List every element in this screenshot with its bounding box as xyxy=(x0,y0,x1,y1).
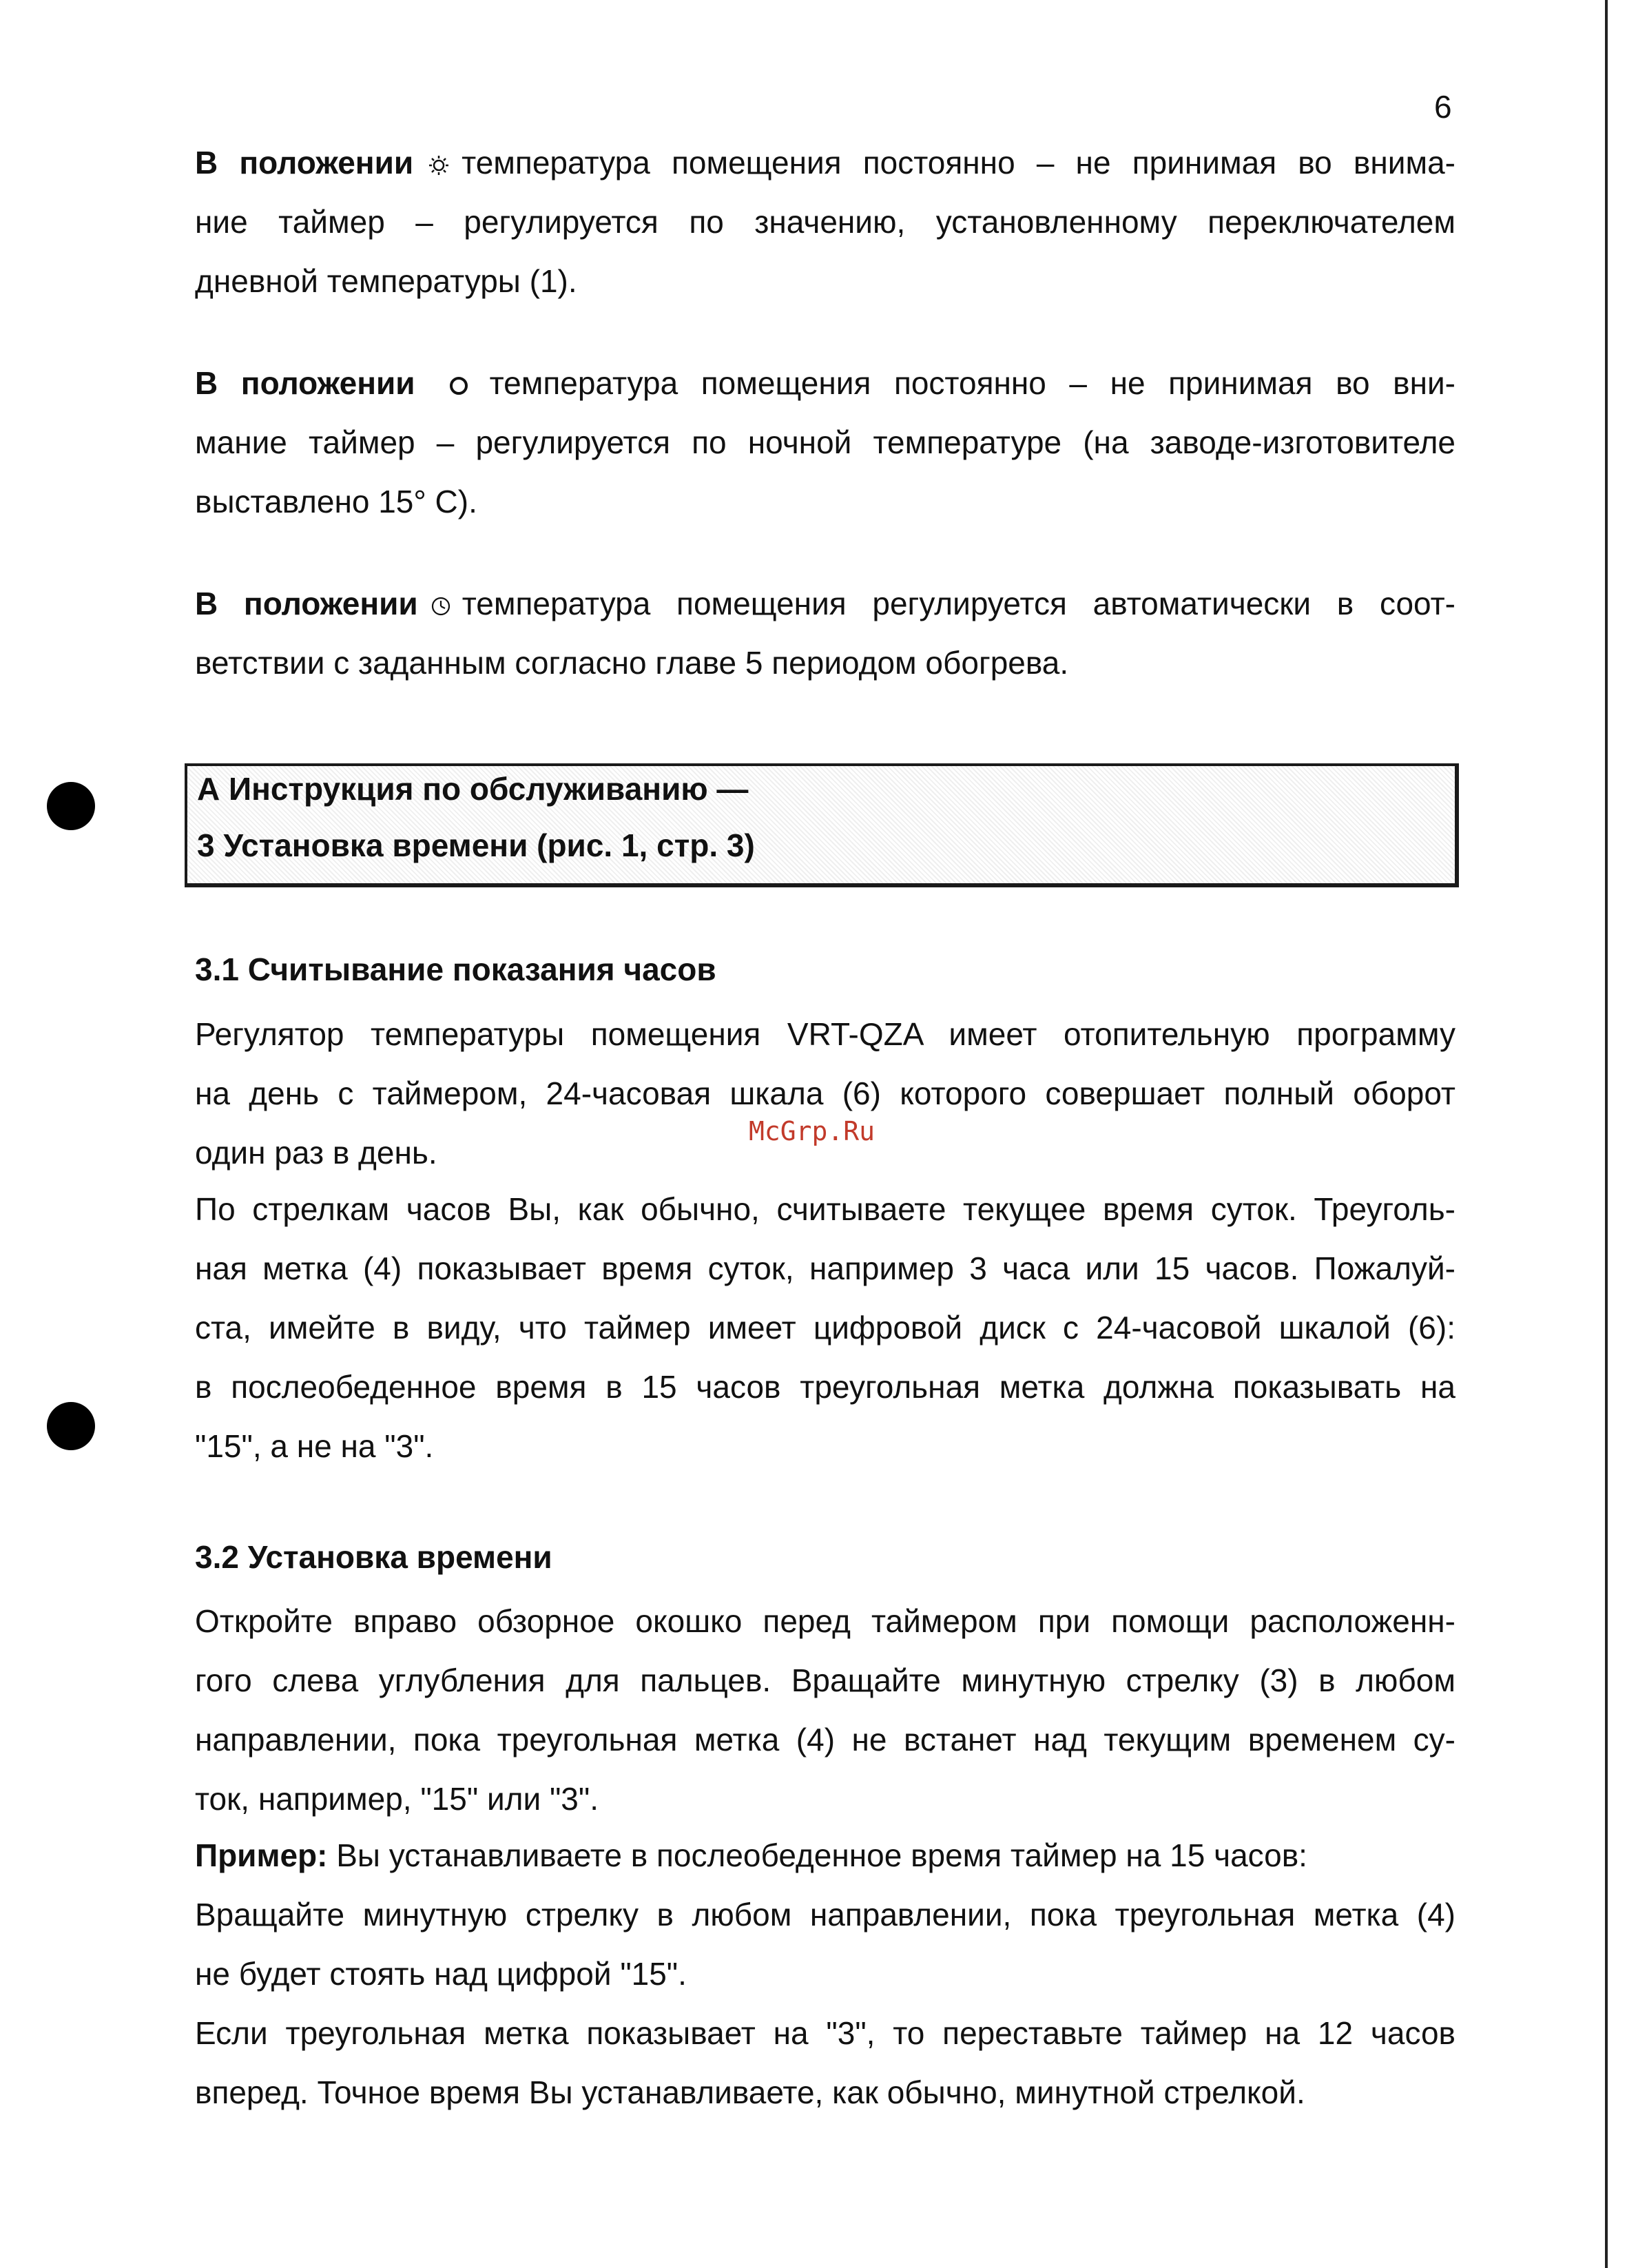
text-line: ток, например, "15" или "3". xyxy=(195,1781,599,1817)
section-header-box xyxy=(185,763,1459,887)
position-label: В положении xyxy=(195,145,414,181)
text-line: Откройте вправо обзорное окошко перед таймером при помощи расположенн- xyxy=(195,1603,1455,1639)
position-label: В положении xyxy=(195,586,418,621)
text-line xyxy=(195,133,1455,192)
clock-icon xyxy=(431,596,451,617)
example-label: Пример: xyxy=(195,1837,328,1873)
text-line: "15", а не на "3". xyxy=(195,1428,434,1464)
text-line xyxy=(195,574,1455,633)
line-text: температура помещения постоянно – не принимая во вни- xyxy=(489,365,1455,401)
example-line xyxy=(195,1826,1455,1885)
section-3-1-body-a xyxy=(195,1004,1455,1182)
bullet-dot xyxy=(47,782,95,830)
line-text: температура помещения постоянно – не принимая во внима- xyxy=(462,145,1455,181)
text-line: направлении, пока треугольная метка (4) не встанет над текущим временем су- xyxy=(195,1722,1455,1757)
text-line: Если треугольная метка показывает на "3", то переставьте таймер на 12 часов xyxy=(195,2015,1455,2051)
section-title-line2: 3 Установка времени (рис. 1, стр. 3) xyxy=(197,827,755,863)
position-label: В положении xyxy=(195,365,415,401)
bullet-dot xyxy=(47,1402,95,1450)
text-line: гого слева углубления для пальцев. Вращайте минутную стрелку (3) в любом xyxy=(195,1662,1455,1698)
page-number: 6 xyxy=(1434,89,1452,125)
paragraph-night-mode xyxy=(195,353,1455,531)
text-line: на день с таймером, 24-часовая шкала (6) которого совершает полный оборот xyxy=(195,1075,1455,1111)
text-line: мание таймер – регулируется по ночной температуре (на заводе-изготовителе xyxy=(195,424,1455,460)
text-line: ветствии с заданным согласно главе 5 периодом обогрева. xyxy=(195,645,1069,681)
section-3-2-body-a xyxy=(195,1591,1455,1828)
page-edge-line xyxy=(1605,0,1608,2268)
text-line xyxy=(195,353,1455,413)
text-line: один раз в день. xyxy=(195,1135,437,1171)
text-line: ста, имейте в виду, что таймер имеет цифровой диск с 24-часовой шкалой (6): xyxy=(195,1310,1455,1346)
text-line: Вращайте минутную стрелку в любом направлении, пока треугольная метка (4) xyxy=(195,1897,1455,1932)
paragraph-day-mode xyxy=(195,133,1455,311)
paragraph-auto-mode xyxy=(195,574,1455,692)
text-line: ние таймер – регулируется по значению, установленному переключателем xyxy=(195,204,1455,240)
text-line: вперед. Точное время Вы устанавливаете, как обычно, минутной стрелкой. xyxy=(195,2074,1305,2110)
heading-3-2: 3.2 Установка времени xyxy=(195,1539,552,1575)
example-text: Вы устанавливаете в послеобеденное время таймер на 15 часов: xyxy=(336,1837,1307,1873)
text-line: в послеобеденное время в 15 часов треугольная метка должна показывать на xyxy=(195,1369,1455,1405)
text-line: ная метка (4) показывает время суток, например 3 часа или 15 часов. Пожалуй- xyxy=(195,1250,1455,1286)
moon-circle-icon xyxy=(448,375,469,396)
sun-icon xyxy=(428,155,449,176)
watermark: McGrp.Ru xyxy=(749,1116,875,1146)
section-3-2-body-b xyxy=(195,1826,1455,2122)
text-line: выставлено 15° С). xyxy=(195,484,477,519)
text-line: По стрелкам часов Вы, как обычно, считываете текущее время суток. Треуголь- xyxy=(195,1191,1455,1227)
text-line: дневной температуры (1). xyxy=(195,263,577,299)
section-3-1-body-b xyxy=(195,1179,1455,1476)
line-text: температура помещения регулируется автоматически в соот- xyxy=(462,586,1455,621)
section-title-line1: А Инструкция по обслуживанию — xyxy=(197,771,749,807)
text-line: не будет стоять над цифрой "15". xyxy=(195,1956,687,1992)
heading-3-1: 3.1 Считывание показания часов xyxy=(195,951,716,987)
text-line: Регулятор температуры помещения VRT-QZA имеет отопительную программу xyxy=(195,1016,1455,1052)
